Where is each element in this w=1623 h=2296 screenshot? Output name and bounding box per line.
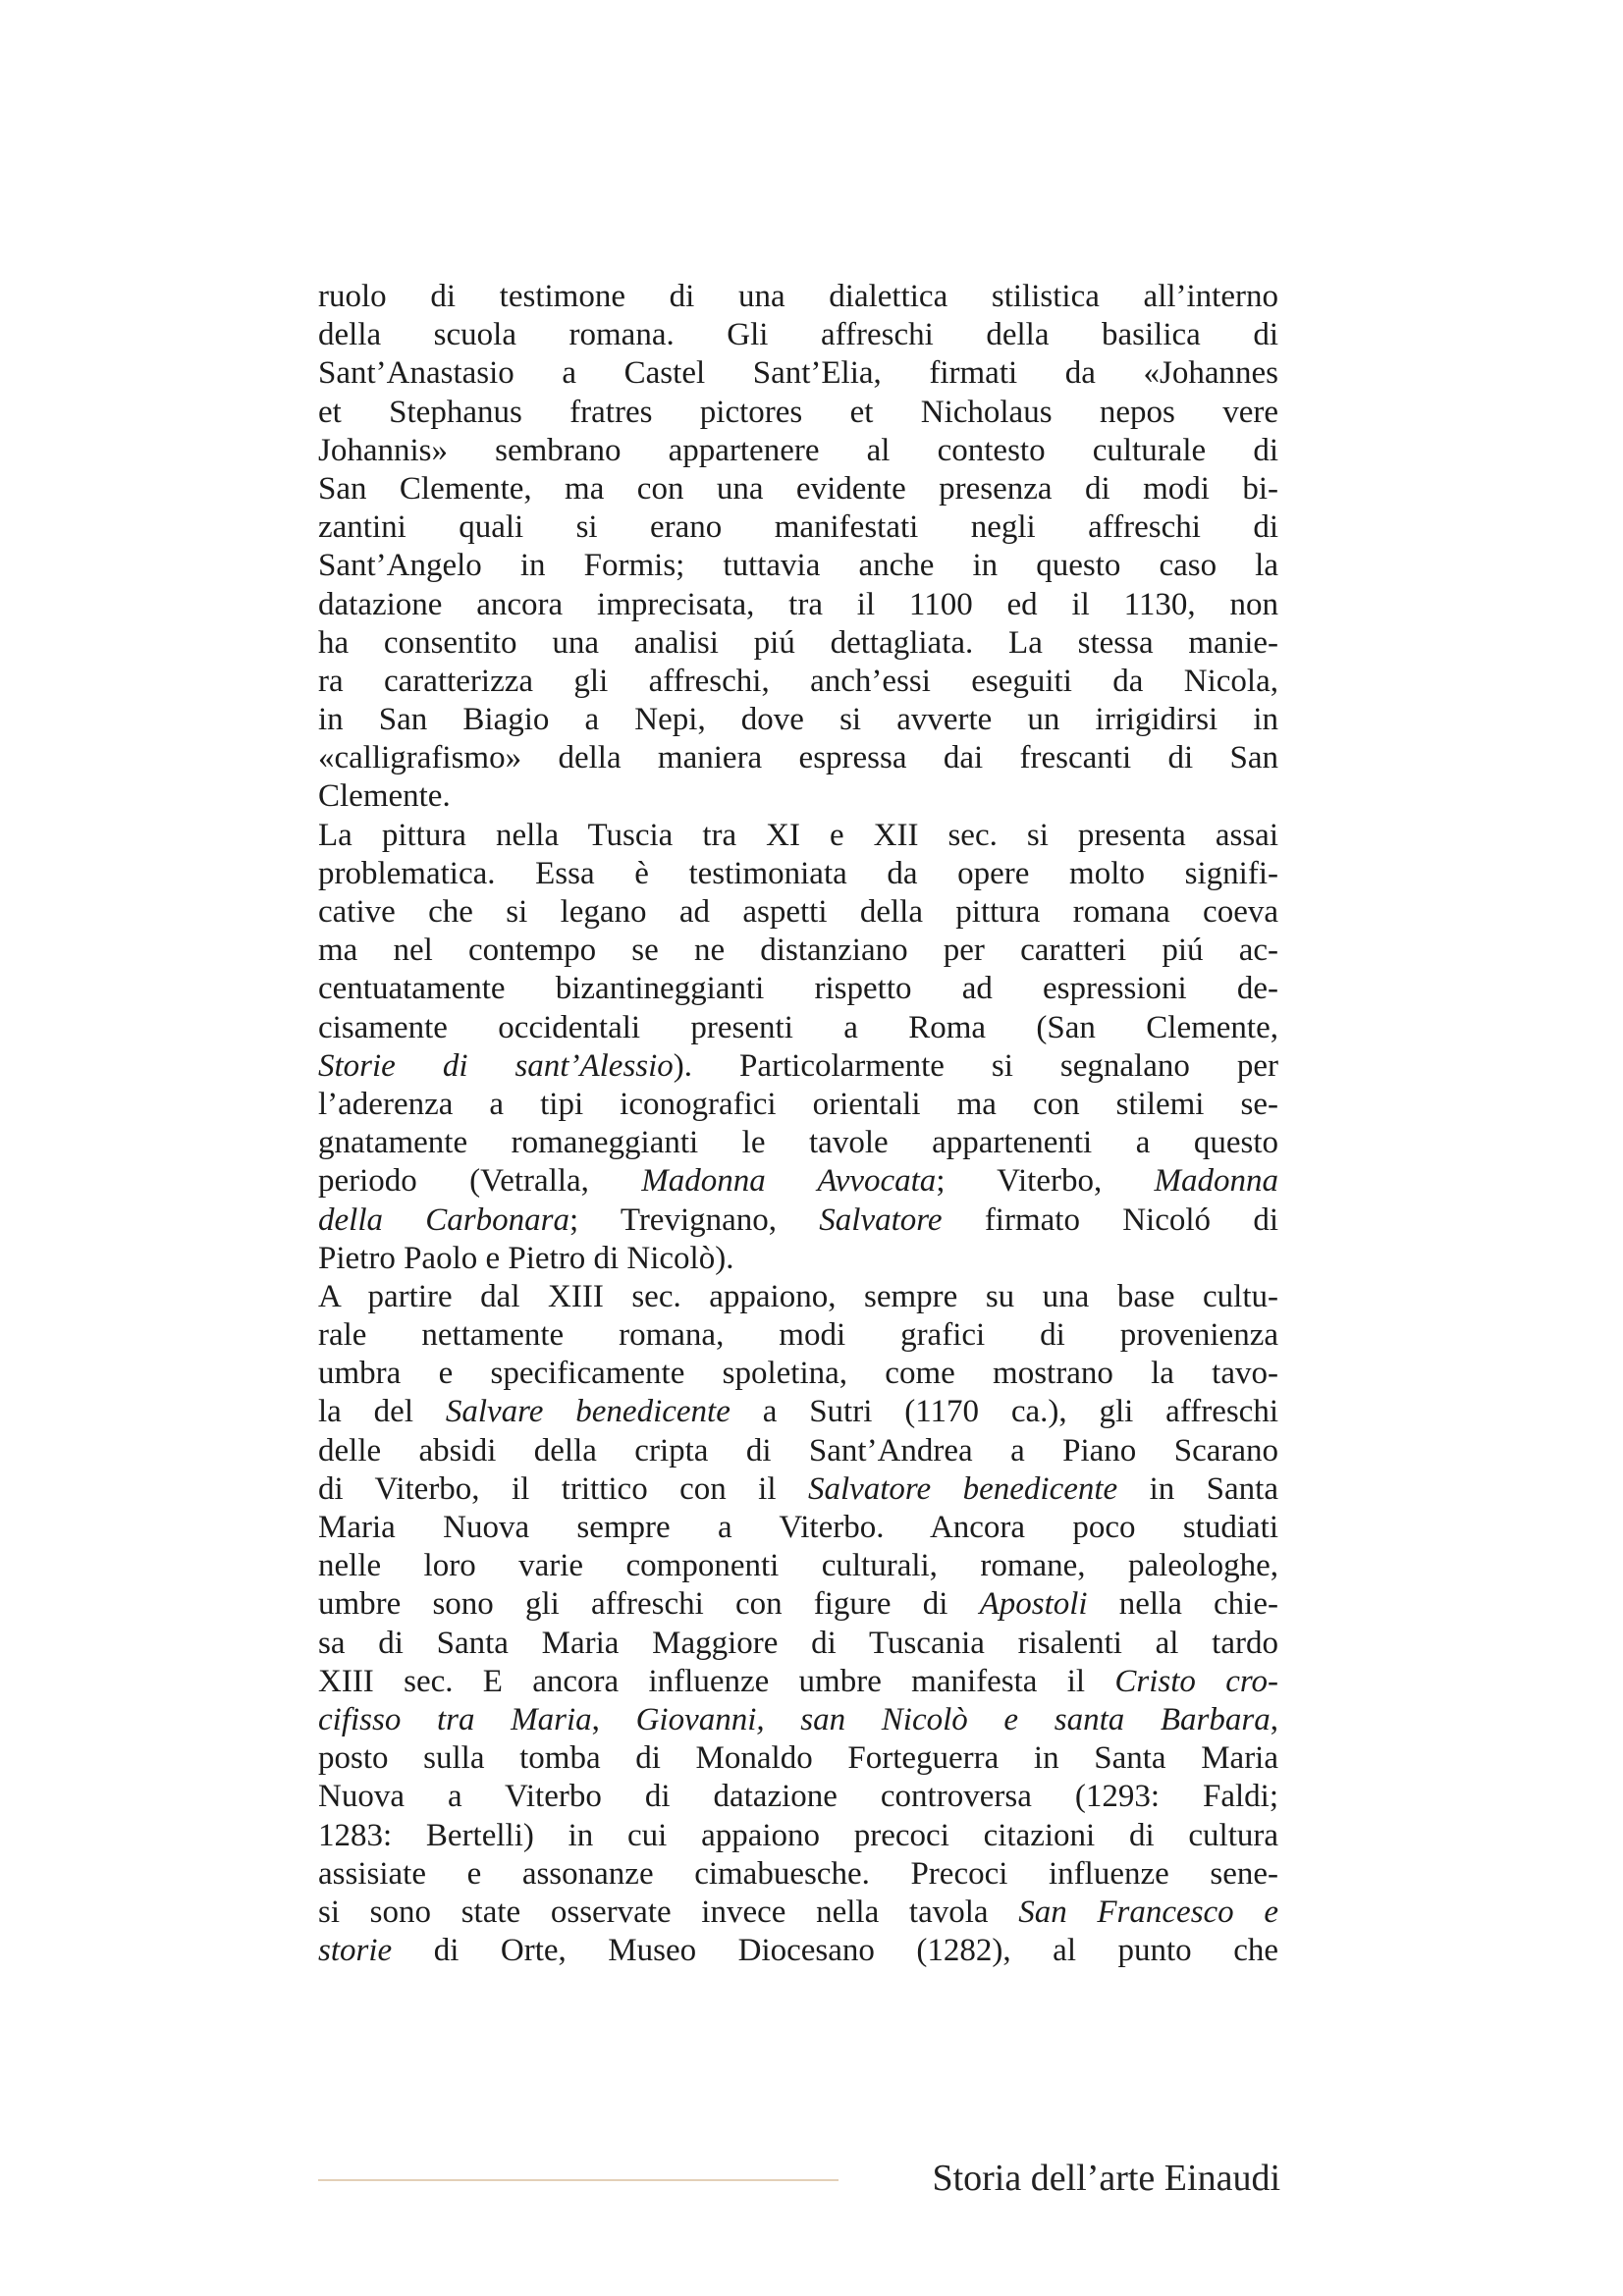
text-line — [318, 508, 1278, 547]
text-segment: XIII sec. E ancora influenze umbre manifesta il — [318, 1663, 1115, 1699]
text-line — [318, 624, 1278, 663]
text-segment: ruolo di testimone di una dialettica stilistica all’interno — [318, 279, 1278, 314]
text-segment: ; Viterbo, — [936, 1163, 1155, 1200]
text-segment: A partire dal XIII sec. appaiono, sempre su una base cultu- — [318, 1278, 1278, 1314]
text-line — [318, 316, 1278, 354]
text-line — [318, 1739, 1278, 1778]
italic-text: storie — [318, 1933, 393, 1969]
text-segment: delle absidi della cripta di Sant’Andrea a Piano Scarano — [318, 1432, 1278, 1468]
text-line — [318, 817, 1278, 855]
text-line — [318, 777, 1278, 816]
text-segment: umbre sono gli affreschi con figure di — [318, 1586, 980, 1623]
text-segment: gnatamente romaneggianti le tavole appartenenti a questo — [318, 1125, 1278, 1161]
italic-text: Madonna Avvocata — [641, 1163, 937, 1200]
italic-text: Salvatore — [819, 1201, 943, 1238]
text-segment: posto sulla tomba di Monaldo Forteguerra in Santa Maria — [318, 1740, 1278, 1777]
text-segment: umbra e specificamente spoletina, come mostrano la tavo- — [318, 1356, 1278, 1392]
text-segment: rale nettamente romana, modi grafici di provenienza — [318, 1317, 1278, 1354]
text-segment: «calligrafismo» della maniera espressa dai frescanti di San — [318, 740, 1278, 776]
text-segment: ma nel contempo se ne distanziano per caratteri piú ac- — [318, 933, 1278, 969]
text-segment: zantini quali si erano manifestati negli affreschi di — [318, 509, 1278, 546]
text-line — [318, 855, 1278, 893]
text-line — [318, 394, 1278, 432]
footer-rule — [318, 2179, 839, 2181]
text-line — [318, 1278, 1278, 1316]
text-segment: ). Particolarmente si segnalano per — [673, 1047, 1278, 1084]
text-segment: Johannis» sembrano appartenere al contesto culturale di — [318, 432, 1278, 468]
italic-text: Storie di sant’Alessio — [318, 1047, 674, 1084]
text-line — [318, 739, 1278, 777]
text-line — [318, 1932, 1278, 1970]
text-line — [318, 1393, 1278, 1431]
text-segment: La pittura nella Tuscia tra XI e XII sec. si presenta assai — [318, 817, 1278, 853]
text-segment: a Sutri (1170 ca.), gli affreschi — [730, 1394, 1278, 1430]
text-segment: centuatamente bizantineggianti rispetto ad espressioni de- — [318, 971, 1278, 1007]
text-line — [318, 1778, 1278, 1816]
italic-text: Madonna — [1154, 1163, 1278, 1200]
text-segment: Sant’Angelo in Formis; tuttavia anche in questo caso la — [318, 548, 1278, 584]
text-line — [318, 970, 1278, 1008]
text-segment: assisiate e assonanze cimabuesche. Precoci influenze sene- — [318, 1855, 1278, 1892]
text-line — [318, 1817, 1278, 1855]
italic-text: della Carbonara — [318, 1201, 569, 1238]
text-line — [318, 893, 1278, 932]
text-line — [318, 1894, 1278, 1932]
text-line — [318, 586, 1278, 624]
text-segment: cisamente occidentali presenti a Roma (San Clemente, — [318, 1009, 1278, 1045]
text-segment: et Stephanus fratres pictores et Nicholaus nepos vere — [318, 394, 1278, 430]
text-segment: , — [1270, 1701, 1278, 1737]
text-line — [318, 1470, 1278, 1509]
text-segment: problematica. Essa è testimoniata da opere molto signifi- — [318, 855, 1278, 891]
text-segment: San Clemente, ma con una evidente presenza di modi bi- — [318, 470, 1278, 507]
text-line — [318, 1701, 1278, 1739]
footer-title: Storia dell’arte Einaudi — [932, 2158, 1280, 2199]
italic-text: Apostoli — [979, 1586, 1088, 1623]
text-segment: Nuova a Viterbo di datazione controversa (1293: Faldi; — [318, 1779, 1278, 1815]
italic-text: San Francesco e — [1018, 1894, 1278, 1930]
italic-text: Giovanni, san Nicolò e santa Barbara — [635, 1701, 1271, 1737]
text-segment: Pietro Paolo e Pietro di Nicolò). — [318, 1240, 734, 1276]
text-line — [318, 1355, 1278, 1393]
text-segment: Maria Nuova sempre a Viterbo. Ancora poco studiati — [318, 1510, 1278, 1545]
text-line — [318, 470, 1278, 508]
text-segment: cative che si legano ad aspetti della pittura romana coeva — [318, 894, 1278, 930]
text-segment: ; Trevignano, — [568, 1201, 820, 1238]
text-line — [318, 1855, 1278, 1894]
text-line — [318, 1316, 1278, 1355]
text-segment: nelle loro varie componenti culturali, romane, paleologhe, — [318, 1548, 1278, 1584]
text-segment: ha consentito una analisi piú dettagliata. La stessa manie- — [318, 624, 1278, 661]
text-segment: in Santa — [1117, 1470, 1279, 1507]
text-segment: periodo (Vetralla, — [318, 1163, 642, 1200]
text-segment: Sant’Anastasio a Castel Sant’Elia, firmati da «Johannes — [318, 355, 1278, 392]
italic-text: Salvare benedicente — [445, 1394, 730, 1430]
text-segment: ra caratterizza gli affreschi, anch’essi eseguiti da Nicola, — [318, 663, 1278, 699]
text-line — [318, 663, 1278, 701]
text-line — [318, 1086, 1278, 1124]
text-segment: 1283: Bertelli) in cui appaiono precoci citazioni di cultura — [318, 1817, 1278, 1853]
text-line — [318, 354, 1278, 393]
text-line — [318, 1625, 1278, 1663]
text-line — [318, 547, 1278, 585]
text-segment: , — [591, 1701, 636, 1737]
text-line — [318, 1047, 1278, 1086]
text-line — [318, 1432, 1278, 1470]
text-segment: di Viterbo, il trittico con il — [318, 1470, 808, 1507]
text-segment: firmato Nicoló di — [942, 1201, 1278, 1238]
text-line — [318, 1585, 1278, 1624]
text-line — [318, 1009, 1278, 1047]
text-segment: datazione ancora imprecisata, tra il 1100 ed il 1130, non — [318, 586, 1278, 622]
text-line — [318, 701, 1278, 739]
text-line — [318, 1201, 1278, 1240]
text-line — [318, 432, 1278, 470]
text-segment: la del — [318, 1394, 446, 1430]
text-line — [318, 1663, 1278, 1701]
text-segment: di Orte, Museo Diocesano (1282), al punto che — [392, 1933, 1278, 1969]
text-segment: si sono state osservate invece nella tavola — [318, 1894, 1019, 1930]
italic-text: Salvatore benedicente — [807, 1470, 1118, 1507]
body-text — [318, 278, 1278, 1970]
text-line — [318, 1162, 1278, 1201]
text-segment: l’aderenza a tipi iconografici orientali ma con stilemi se- — [318, 1086, 1278, 1122]
text-line — [318, 932, 1278, 970]
text-segment: sa di Santa Maria Maggiore di Tuscania risalenti al tardo — [318, 1625, 1278, 1661]
text-line — [318, 1124, 1278, 1162]
text-segment: della scuola romana. Gli affreschi della basilica di — [318, 317, 1278, 353]
text-line — [318, 1547, 1278, 1585]
text-segment: nella chie- — [1087, 1586, 1278, 1623]
text-segment: in San Biagio a Nepi, dove si avverte un irrigidirsi in — [318, 702, 1278, 738]
italic-text: Cristo cro- — [1114, 1663, 1278, 1699]
text-segment: Clemente. — [318, 778, 451, 815]
text-line — [318, 1240, 1278, 1278]
italic-text: cifisso tra Maria — [318, 1701, 592, 1737]
text-line — [318, 278, 1278, 316]
text-line — [318, 1509, 1278, 1547]
